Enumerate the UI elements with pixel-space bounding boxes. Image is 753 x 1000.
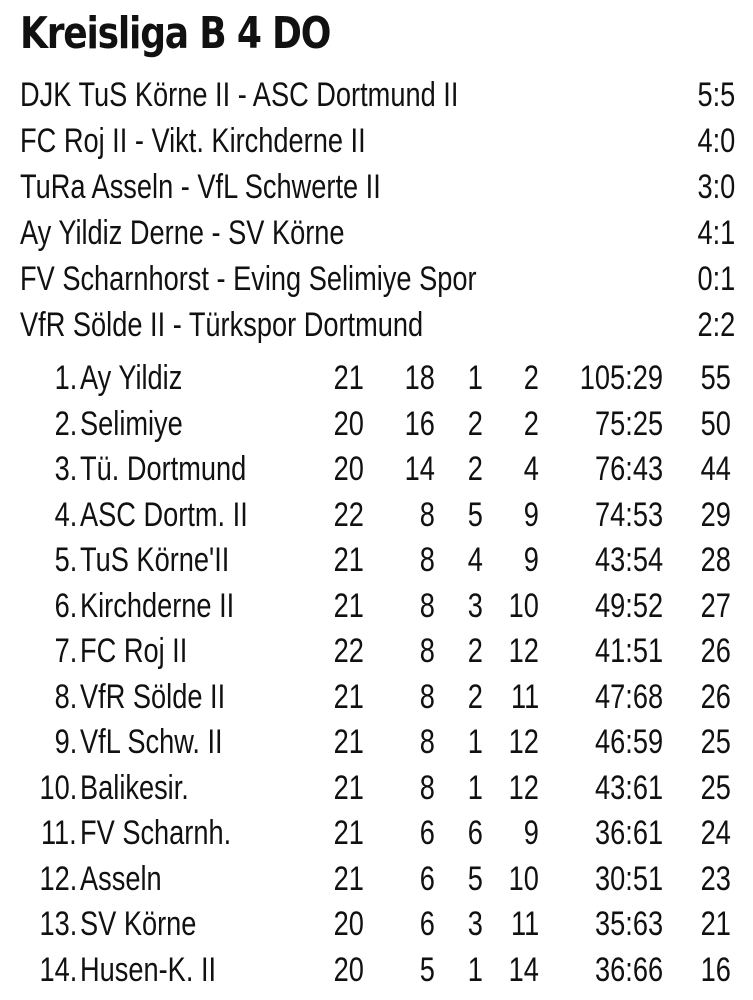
table-lost: 2 — [523, 404, 539, 443]
table-draw: 5 — [467, 495, 483, 534]
table-points: 25 — [700, 768, 731, 807]
table-points: 26 — [700, 677, 731, 716]
table-won: 6 — [419, 905, 435, 943]
table-team: Husen-K. II — [80, 950, 217, 989]
table-won: 8 — [419, 541, 435, 579]
table-draw: 2 — [467, 450, 483, 488]
table-goals: 74:53 — [594, 495, 663, 534]
match-pairing: Ay Yildiz Derne - SV Körne — [20, 214, 345, 252]
table-played: 20 — [333, 950, 364, 989]
match-pairing: FV Scharnhorst - Eving Selimiye Spor — [20, 260, 477, 298]
table-row — [0, 584, 753, 630]
table-draw: 5 — [467, 859, 483, 898]
table-row — [0, 356, 753, 402]
table-row — [0, 493, 753, 539]
table-won: 6 — [419, 859, 435, 898]
table-rank: 1. — [54, 359, 77, 397]
table-row — [0, 902, 753, 948]
table-lost: 12 — [508, 632, 539, 670]
table-team: VfR Sölde II — [80, 677, 226, 716]
table-rank: 8. — [54, 677, 77, 716]
table-draw: 1 — [467, 950, 483, 989]
table-goals: 105:29 — [579, 359, 663, 397]
match-score: 5:5 — [697, 76, 735, 114]
table-draw: 3 — [467, 905, 483, 943]
table-points: 24 — [700, 814, 731, 852]
table-won: 18 — [404, 359, 435, 397]
match-score: 4:0 — [697, 122, 735, 160]
table-played: 21 — [333, 859, 364, 898]
table-points: 25 — [700, 723, 731, 761]
table-lost: 10 — [508, 859, 539, 898]
table-rank: 5. — [54, 541, 77, 579]
table-points: 55 — [700, 359, 731, 397]
table-points: 28 — [700, 541, 731, 579]
table-rank: 4. — [54, 495, 77, 534]
table-played: 21 — [333, 677, 364, 716]
table-won: 16 — [404, 404, 435, 443]
table-draw: 1 — [467, 723, 483, 761]
table-team: FC Roj II — [80, 632, 188, 670]
table-points: 16 — [700, 950, 731, 989]
table-played: 21 — [333, 814, 364, 852]
match-pairing: FC Roj II - Vikt. Kirchderne II — [20, 122, 366, 160]
table-row — [0, 629, 753, 675]
table-lost: 11 — [510, 677, 539, 716]
table-played: 21 — [333, 723, 364, 761]
table-lost: 11 — [510, 905, 539, 943]
table-lost: 12 — [508, 768, 539, 807]
table-played: 20 — [333, 450, 364, 488]
table-lost: 12 — [508, 723, 539, 761]
table-team: Selimiye — [80, 404, 183, 443]
table-draw: 6 — [467, 814, 483, 852]
match-score: 3:0 — [697, 168, 735, 206]
table-lost: 2 — [523, 359, 539, 397]
table-team: VfL Schw. II — [80, 723, 223, 761]
table-goals: 36:61 — [594, 814, 663, 852]
table-row — [0, 720, 753, 766]
table-draw: 1 — [467, 359, 483, 397]
table-lost: 9 — [523, 814, 539, 852]
table-row — [0, 857, 753, 903]
table-points: 44 — [700, 450, 731, 488]
table-team: Tü. Dortmund — [80, 450, 247, 488]
table-row — [0, 675, 753, 721]
table-won: 5 — [419, 950, 435, 989]
table-rank: 6. — [54, 586, 77, 625]
match-results — [20, 72, 735, 348]
table-won: 14 — [404, 450, 435, 488]
table-goals: 75:25 — [594, 404, 663, 443]
table-goals: 35:63 — [594, 905, 663, 943]
table-played: 21 — [333, 359, 364, 397]
table-won: 8 — [419, 723, 435, 761]
table-rank: 7. — [54, 632, 77, 670]
standings-table — [0, 356, 753, 993]
table-team: Asseln — [80, 859, 162, 898]
table-played: 22 — [333, 632, 364, 670]
result-row — [20, 72, 735, 118]
table-played: 20 — [333, 404, 364, 443]
table-goals: 47:68 — [594, 677, 663, 716]
table-rank: 12. — [39, 859, 77, 898]
table-goals: 36:66 — [594, 950, 663, 989]
result-row — [20, 302, 735, 348]
table-played: 22 — [333, 495, 364, 534]
table-row — [0, 766, 753, 812]
table-row — [0, 447, 753, 493]
table-rank: 3. — [54, 450, 77, 488]
table-rank: 11. — [41, 814, 77, 852]
table-draw: 2 — [467, 677, 483, 716]
table-lost: 10 — [508, 586, 539, 625]
table-row — [0, 948, 753, 994]
table-played: 21 — [333, 541, 364, 579]
table-points: 23 — [700, 859, 731, 898]
table-played: 21 — [333, 768, 364, 807]
table-team: Kirchderne II — [80, 586, 235, 625]
table-rank: 14. — [39, 950, 77, 989]
table-played: 20 — [333, 905, 364, 943]
table-won: 8 — [419, 495, 435, 534]
table-goals: 46:59 — [594, 723, 663, 761]
table-goals: 49:52 — [594, 586, 663, 625]
result-row — [20, 256, 735, 302]
table-draw: 2 — [467, 404, 483, 443]
table-points: 26 — [700, 632, 731, 670]
table-won: 8 — [419, 586, 435, 625]
match-score: 0:1 — [697, 260, 735, 298]
table-points: 29 — [700, 495, 731, 534]
match-score: 4:1 — [697, 214, 735, 252]
table-rank: 10. — [39, 768, 77, 807]
table-goals: 43:54 — [594, 541, 663, 579]
match-pairing: VfR Sölde II - Türkspor Dortmund — [20, 306, 424, 344]
result-row — [20, 210, 735, 256]
table-goals: 43:61 — [594, 768, 663, 807]
table-points: 21 — [700, 905, 731, 943]
table-won: 8 — [419, 677, 435, 716]
table-team: ASC Dortm. II — [80, 495, 248, 534]
table-points: 50 — [700, 404, 731, 443]
table-team: TuS Körne'II — [80, 541, 230, 579]
table-rank: 9. — [54, 723, 77, 761]
table-rank: 13. — [39, 905, 77, 943]
result-row — [20, 118, 735, 164]
table-team: Balikesir. — [80, 768, 189, 807]
table-lost: 9 — [523, 541, 539, 579]
table-won: 8 — [419, 768, 435, 807]
result-row — [20, 164, 735, 210]
table-draw: 2 — [467, 632, 483, 670]
table-row — [0, 538, 753, 584]
table-won: 6 — [419, 814, 435, 852]
league-title: Kreisliga B 4 DO — [20, 8, 331, 59]
table-draw: 3 — [467, 586, 483, 625]
table-draw: 4 — [467, 541, 483, 579]
table-played: 21 — [333, 586, 364, 625]
table-row — [0, 402, 753, 448]
table-goals: 30:51 — [594, 859, 663, 898]
match-pairing: TuRa Asseln - VfL Schwerte II — [20, 168, 381, 206]
table-won: 8 — [419, 632, 435, 670]
table-lost: 14 — [508, 950, 539, 989]
table-goals: 76:43 — [594, 450, 663, 488]
table-points: 27 — [700, 586, 731, 625]
table-lost: 9 — [523, 495, 539, 534]
table-team: Ay Yildiz — [80, 359, 183, 397]
table-lost: 4 — [523, 450, 539, 488]
table-team: SV Körne — [80, 905, 197, 943]
table-row — [0, 811, 753, 857]
match-pairing: DJK TuS Körne II - ASC Dortmund II — [20, 76, 459, 114]
table-draw: 1 — [467, 768, 483, 807]
table-goals: 41:51 — [594, 632, 663, 670]
match-score: 2:2 — [697, 306, 735, 344]
table-team: FV Scharnh. — [80, 814, 232, 852]
table-rank: 2. — [54, 404, 77, 443]
